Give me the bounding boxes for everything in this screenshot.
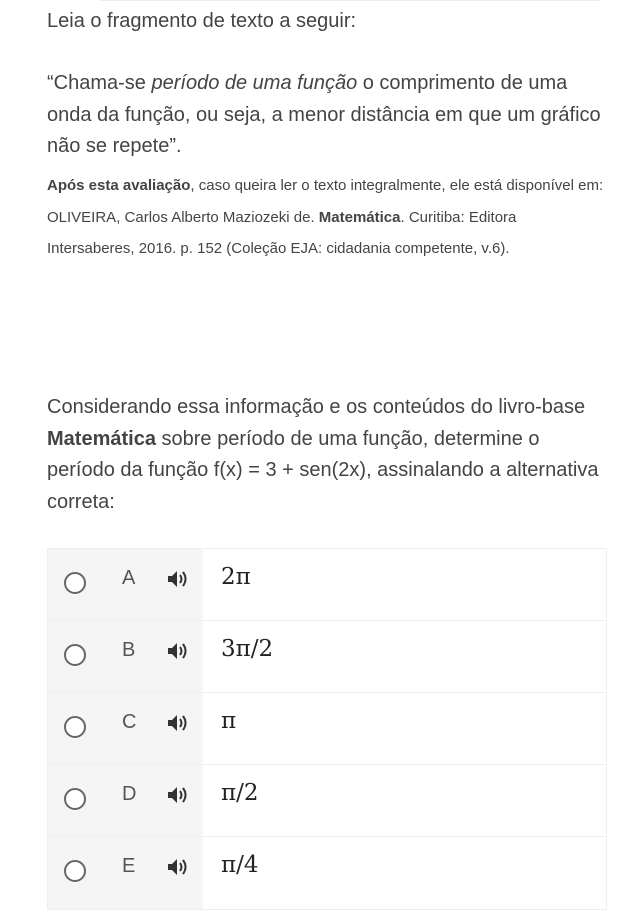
speaker-icon[interactable] [166,640,192,662]
quote-emphasis: período de uma função [151,72,358,94]
speaker-icon[interactable] [166,568,192,590]
option-text: 3π/2 [203,621,606,692]
intro-text: Leia o fragmento de texto a seguir: [47,10,357,32]
option-controls [48,837,203,909]
reference-text [47,170,607,265]
question-bold: Matemática [47,427,156,450]
quote-rest: o comprimento de uma onda da função, ou seja, a menor distância em que um gráfico não se repete”. [47,72,601,157]
radio-button[interactable] [64,716,86,738]
reference-bold-1: Após esta avaliação [47,177,191,194]
option-a[interactable] [48,549,606,621]
option-text: π [203,693,606,764]
option-controls [48,549,203,620]
top-divider [100,0,600,1]
answer-options [47,548,607,910]
reference-text-2: . Curitiba: Editora Intersaberes, 2016. p. 152 (Coleção EJA: cidadania competente, v.6). [47,208,517,257]
speaker-icon[interactable] [166,712,192,734]
option-text: π/4 [203,837,606,909]
option-e[interactable] [48,837,606,909]
speaker-icon[interactable] [166,856,192,878]
option-letter: B [122,639,136,661]
option-controls [48,693,203,764]
speaker-icon[interactable] [166,784,192,806]
option-letter: A [122,567,136,589]
option-letter: E [122,855,136,877]
radio-button[interactable] [64,572,86,594]
radio-button[interactable] [64,644,86,666]
quote-open: “Chama-se [47,72,152,94]
option-controls [48,621,203,692]
question-part-1: Considerando essa informação e os conteúdos do livro-base [47,396,586,418]
option-text: π/2 [203,765,606,836]
radio-button[interactable] [64,788,86,810]
question-text [47,392,607,518]
option-d[interactable] [48,765,606,837]
option-c[interactable] [48,693,606,765]
option-controls [48,765,203,836]
option-letter: D [122,783,137,805]
reference-bold-2: Matemática [318,208,401,226]
question-part-2: sobre período de uma função, determine o período da função f(x) = 3 + sen(2x), assinalando a alternativa correta: [47,427,599,513]
option-b[interactable] [48,621,606,693]
option-letter: C [122,711,137,733]
option-text: 2π [203,549,606,620]
reference-text-1: , caso queira ler o texto integralmente, ele está disponível em: OLIVEIRA, Carlos Alberto Maziozeki de. [47,177,604,226]
quote-text [47,68,607,163]
radio-button[interactable] [64,860,86,882]
